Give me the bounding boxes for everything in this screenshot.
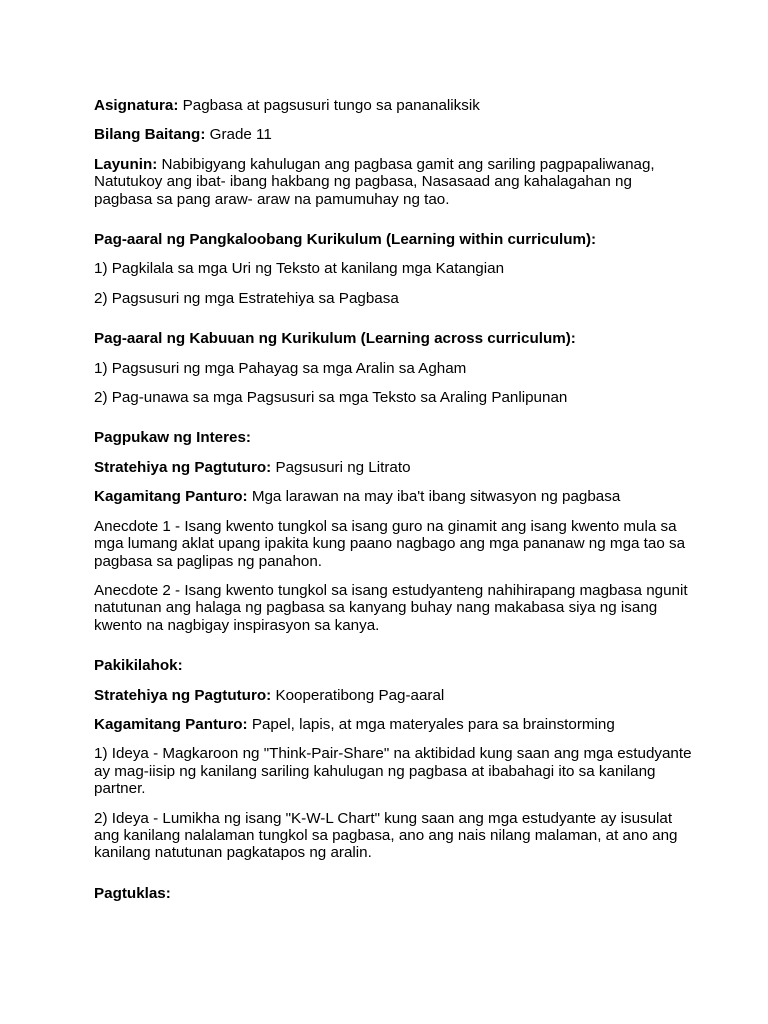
participation-strategy-line (94, 687, 694, 704)
subject-line (94, 97, 694, 114)
subject-value: Pagbasa at pagsusuri tungo sa pananaliksik (182, 97, 480, 114)
idea-paragraph: 1) Ideya - Magkaroon ng "Think-Pair-Share" na aktibidad kung saan ang mga estudyante ay mag-iisip ng kanilang sariling kahulugan ng pagbasa at ibabahagi ito sa kanilang partner. (94, 745, 692, 798)
within-curriculum-heading: Pag-aaral ng Pangkaloobang Kurikulum (Learning within curriculum): (94, 231, 597, 249)
interest-strategy-value: Pagsusuri ng Litrato (275, 458, 411, 476)
interest-materials-label: Kagamitang Panturo: (94, 488, 248, 506)
discovery-heading: Pagtuklas: (94, 884, 171, 902)
participation-strategy-value: Kooperatibong Pag-aaral (275, 686, 445, 704)
interest-strategy-line (94, 459, 694, 476)
subject-label: Asignatura: (94, 97, 179, 114)
interest-heading: Pagpukaw ng Interes: (94, 429, 251, 447)
objective-label: Layunin: (94, 155, 158, 173)
participation-heading: Pakikilahok: (94, 657, 183, 675)
grade-label: Bilang Baitang: (94, 126, 206, 144)
anecdote-paragraph: Anecdote 2 - Isang kwento tungkol sa isang estudyanteng nahihirapang magbasa ngunit natutunan ang halaga ng pagbasa sa kanyang buhay nang makabasa siya ng isang kwento na nagbigay inspirasyon sa kanya. (94, 581, 688, 634)
across-item: 1) Pagsusuri ng mga Pahayag sa mga Aralin sa Agham (94, 359, 467, 377)
across-item: 2) Pag-unawa sa mga Pagsusuri sa mga Teksto sa Araling Panlipunan (94, 389, 568, 407)
objective-line (94, 156, 694, 208)
document-page (94, 97, 694, 914)
interest-strategy-label: Stratehiya ng Pagtuturo: (94, 458, 272, 476)
idea-paragraph: 2) Ideya - Lumikha ng isang "K-W-L Chart" kung saan ang mga estudyante ay isusulat ang kanilang nalalaman tungkol sa pagbasa, ano ang nais nilang malaman, at ano ang kanilang natutunan pagkatapos ng aralin. (94, 809, 678, 862)
grade-line (94, 126, 694, 143)
participation-strategy-label: Stratehiya ng Pagtuturo: (94, 686, 272, 704)
within-item: 2) Pagsusuri ng mga Estratehiya sa Pagbasa (94, 289, 399, 307)
participation-materials-value: Papel, lapis, at mga materyales para sa brainstorming (251, 715, 615, 733)
objective-value: Nabibigyang kahulugan ang pagbasa gamit ang sariling pagpapaliwanag, Natutukoy ang ibat- ibang hakbang ng pagbasa, Nasasaad ang kahalagahan ng pagbasa sa pang araw- araw na pamumuhay ng tao. (94, 155, 655, 208)
grade-value: Grade 11 (209, 126, 272, 144)
anecdote-paragraph: Anecdote 1 - Isang kwento tungkol sa isang guro na ginamit ang isang kwento mula sa mga lumang aklat upang ipakita kung paano nagbago ang mga pananaw ng mga tao sa pagbasa sa paglipas ng panahon. (94, 517, 686, 570)
across-curriculum-heading: Pag-aaral ng Kabuuan ng Kurikulum (Learning across curriculum): (94, 330, 576, 348)
interest-materials-line (94, 488, 694, 505)
interest-materials-value: Mga larawan na may iba't ibang sitwasyon ng pagbasa (251, 488, 621, 506)
participation-materials-label: Kagamitang Panturo: (94, 715, 248, 733)
participation-materials-line (94, 716, 694, 733)
within-item: 1) Pagkilala sa mga Uri ng Teksto at kanilang mga Katangian (94, 260, 505, 278)
